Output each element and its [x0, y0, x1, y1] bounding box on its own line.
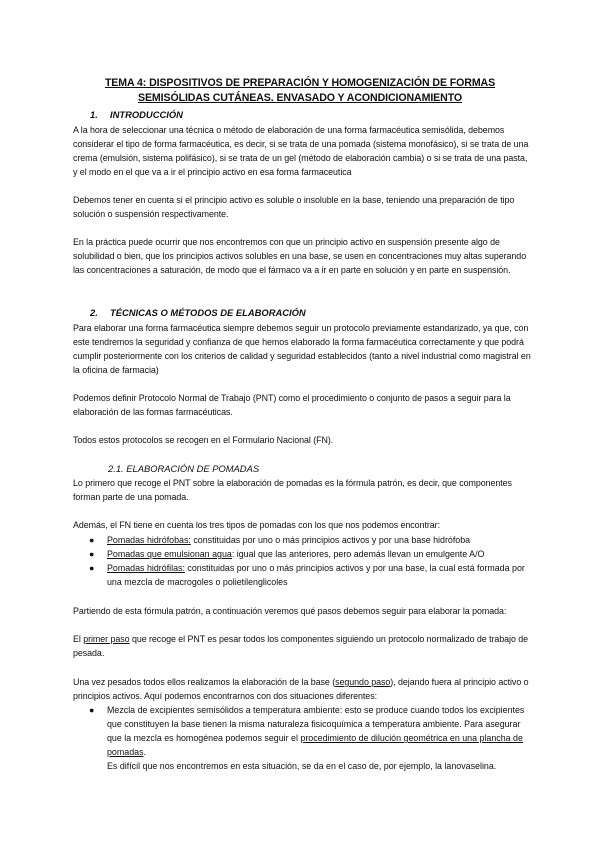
bullet-icon: ●: [89, 705, 95, 715]
section-2-title: TÉCNICAS O MÉTODOS DE ELABORACIÓN: [110, 307, 306, 318]
paragraph-intro-2: Debemos tener en cuenta si el principio activo es soluble o insoluble en la base, teniendo una preparación de tipo solución o suspensión respectivamente.: [73, 195, 515, 220]
bullet-term: Pomadas hidrófilas:: [107, 563, 185, 573]
paragraph-primer-paso: [73, 632, 531, 660]
segundo-paso-link: segundo paso: [335, 677, 391, 687]
paragraph-pasos-intro: Partiendo de esta fórmula patrón, a continuación veremos qué pasos debemos seguir para elaborar la pomada:: [73, 606, 507, 616]
bullet-term: Pomadas que emulsionan agua: [107, 549, 232, 559]
text-span: Una vez pesados todos ellos realizamos la elaboración de la base (: [73, 677, 336, 687]
bullet-text: constituidas por uno o más principios activos y por una base, la cual está formada por una mezcla de macrogoles o polietilenglicoles: [107, 563, 525, 588]
paragraph-methods-3: Todos estos protocolos se recogen en el Formulario Nacional (FN).: [73, 435, 334, 445]
bullet-term: Pomadas hidrófobas:: [107, 535, 191, 545]
section-2-heading: [90, 306, 306, 319]
paragraph-segundo-paso: [73, 675, 531, 703]
text-span: Es difícil que nos encontremos en esta situación, se da en el caso de, por ejemplo, la lanovaselina.: [107, 761, 497, 772]
bullet-text: constituidas por uno o más principios activos y por una base hidrófoba: [190, 535, 471, 545]
paragraph-intro-1: A la hora de seleccionar una técnica o método de elaboración de una forma farmacéutica semisólida, debemos considerar el tipo de forma farmacéutica, es decir, si se trata de una pomada (sistema monofásico), si se trata de una crema (emulsión, sistema polifásico), si se trata de un gel (método de elaboración cambia) o si se trata de una pasta, y el modo en el que va a ir el principio activo en esa forma farmaceutica: [73, 125, 529, 178]
section-2-1-heading: 2.1. ELABORACIÓN DE POMADAS: [108, 463, 260, 474]
paragraph-methods-2: Podemos definir Protocolo Normal de Trabajo (PNT) como el procedimiento o conjunto de pasos a seguir para la elaboración de las formas farmacéuticas.: [73, 393, 511, 418]
primer-paso-link: primer paso: [83, 634, 130, 644]
section-1-number: 1.: [90, 109, 98, 120]
paragraph-methods-1: Para elaborar una forma farmacéutica siempre debemos seguir un protocolo previamente estandarizado, ya que, con este tendremos la seguridad y confianza de que hemos elaborado la forma farmacéutica correctamente y que podrá cumplir posteriormente con los criterios de calidad y seguridad establecidos (tanto a nivel industrial como magistral en la oficina de farmacia): [73, 323, 531, 376]
bullet-icon: ●: [89, 549, 95, 559]
text-span: .: [143, 747, 146, 758]
section-1-heading: [90, 108, 183, 121]
text-span: ), dejando fuera al principio activo o principios activos. Aquí podemos encontrarnos con dos situaciones diferentes:: [73, 677, 529, 702]
bullet-text: : igual que las anteriores, pero además llevan un emulgente A/O: [231, 549, 485, 559]
text-span: que recoge el PNT es pesar todos los componentes siguiendo un protocolo normalizado de trabajo de pesada.: [73, 634, 529, 659]
section-1-title: INTRODUCCIÓN: [110, 109, 183, 120]
text-span: El: [73, 634, 84, 644]
bullet-icon: ●: [89, 563, 95, 573]
bullet-icon: ●: [89, 535, 95, 545]
section-2-number: 2.: [90, 307, 98, 318]
paragraph-pomadas-1: Lo primero que recoge el PNT sobre la elaboración de pomadas es la fórmula patrón, es decir, que componentes forman parte de una pomada.: [73, 478, 512, 503]
paragraph-intro-3: En la práctica puede ocurrir que nos encontremos con que un principio activo en suspensión presente algo de solubilidad o bien, que los principios activos solubles en una base, se usen en concentraciones muy altas superando las concentraciones a saturación, de modo que el fármaco va a ir en parte en solución y en parte en suspensión.: [73, 237, 527, 276]
dilucion-geometrica-link: procedimiento de dilución geométrica en una plancha de pomadas: [107, 733, 523, 758]
text-span: Mezcla de excipientes semisólidos a temperatura ambiente: esto se produce cuando todos los excipientes que constituyen la base tienen la misma naturaleza fisicoquímica a temperatura ambiente. Para asegurar que la mezcla es homogénea podemos seguir el: [107, 705, 525, 744]
paragraph-pomadas-2: Además, el FN tiene en cuenta los tres tipos de pomadas con los que nos podemos encontrar:: [73, 520, 440, 530]
document-title: TEMA 4: DISPOSITIVOS DE PREPARACIÓN Y HOMOGENIZACIÓN DE FORMAS SEMISÓLIDAS CUTÁNEAS. ENVASADO Y ACONDICIONAMIENTO: [104, 77, 496, 104]
